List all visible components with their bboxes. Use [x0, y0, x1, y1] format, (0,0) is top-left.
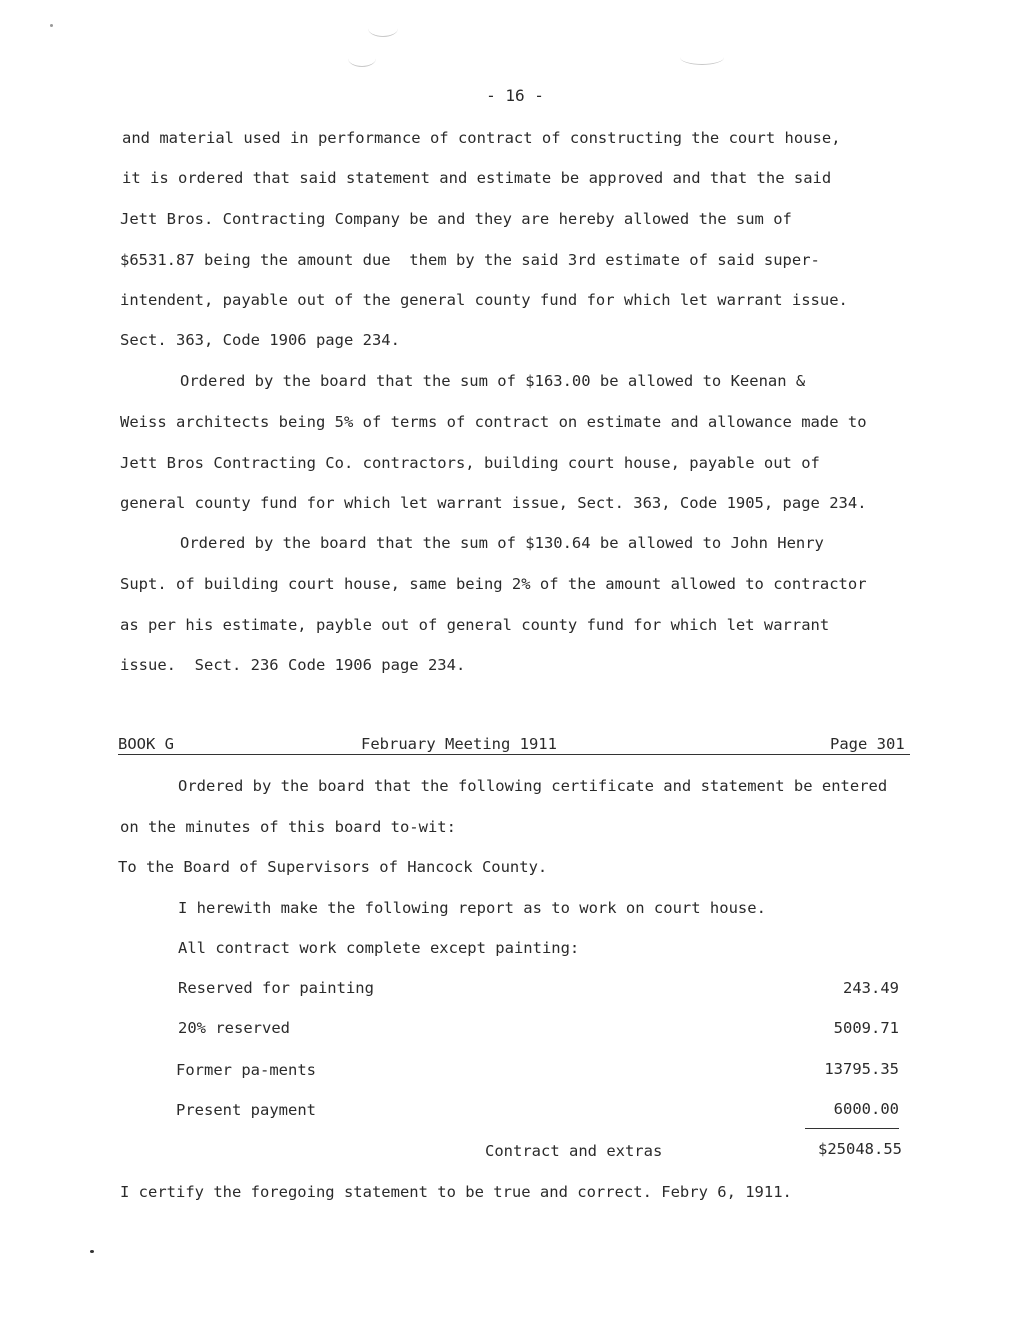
- ledger-amount: 243.49: [843, 979, 899, 997]
- certification-line: I certify the foregoing statement to be true and correct. Febry 6, 1911.: [120, 1183, 792, 1201]
- addressee-line: To the Board of Supervisors of Hancock County.: [118, 858, 548, 876]
- body-line: Ordered by the board that the sum of $163.00 be allowed to Keenan &: [180, 372, 806, 390]
- ledger-label: 20% reserved: [178, 1019, 290, 1037]
- ledger-amount: 13795.35: [824, 1060, 899, 1078]
- ledger-amount: 5009.71: [833, 1019, 899, 1037]
- page-reference: Page 301: [830, 735, 905, 753]
- sum-underline: [805, 1128, 899, 1129]
- scan-artifact: [348, 50, 376, 67]
- body-line: Jett Bros. Contracting Company be and they are hereby allowed the sum of: [120, 210, 792, 228]
- ledger-label: Present payment: [176, 1101, 316, 1119]
- body-line: general county fund for which let warrant issue, Sect. 363, Code 1905, page 234.: [120, 494, 867, 512]
- ledger-label: Reserved for painting: [178, 979, 374, 997]
- body-line: Sect. 363, Code 1906 page 234.: [120, 331, 400, 349]
- body-line: Ordered by the board that the sum of $130.64 be allowed to John Henry: [180, 534, 824, 552]
- header-underline: [118, 754, 910, 755]
- body-line: issue. Sect. 236 Code 1906 page 234.: [120, 656, 466, 674]
- report-status: All contract work complete except painting:: [178, 939, 580, 957]
- meeting-label: February Meeting 1911: [361, 735, 557, 753]
- body-line: intendent, payable out of the general county fund for which let warrant issue.: [120, 291, 848, 309]
- body-line: Ordered by the board that the following certificate and statement be entered: [178, 777, 888, 795]
- scan-artifact: [680, 50, 724, 65]
- body-line: Jett Bros Contracting Co. contractors, building court house, payable out of: [120, 454, 820, 472]
- body-line: as per his estimate, payble out of general county fund for which let warrant: [120, 616, 830, 634]
- book-label: BOOK G: [118, 735, 174, 753]
- total-label: Contract and extras: [485, 1142, 663, 1160]
- total-amount: $25048.55: [818, 1140, 902, 1158]
- body-line: on the minutes of this board to-wit:: [120, 818, 456, 836]
- ledger-label: Former pa-ments: [176, 1061, 316, 1079]
- scan-speck: [50, 24, 53, 27]
- body-line: $6531.87 being the amount due them by the said 3rd estimate of said super-: [120, 251, 820, 269]
- report-intro: I herewith make the following report as to work on court house.: [178, 899, 766, 917]
- page-number: - 16 -: [486, 86, 544, 105]
- body-line: and material used in performance of contract of constructing the court house,: [122, 129, 841, 147]
- body-line: it is ordered that said statement and estimate be approved and that the said: [122, 169, 832, 187]
- scan-speck: [90, 1250, 94, 1253]
- body-line: Weiss architects being 5% of terms of contract on estimate and allowance made to: [120, 413, 867, 431]
- scan-artifact: [368, 20, 398, 37]
- body-line: Supt. of building court house, same being 2% of the amount allowed to contractor: [120, 575, 867, 593]
- ledger-amount: 6000.00: [833, 1100, 899, 1118]
